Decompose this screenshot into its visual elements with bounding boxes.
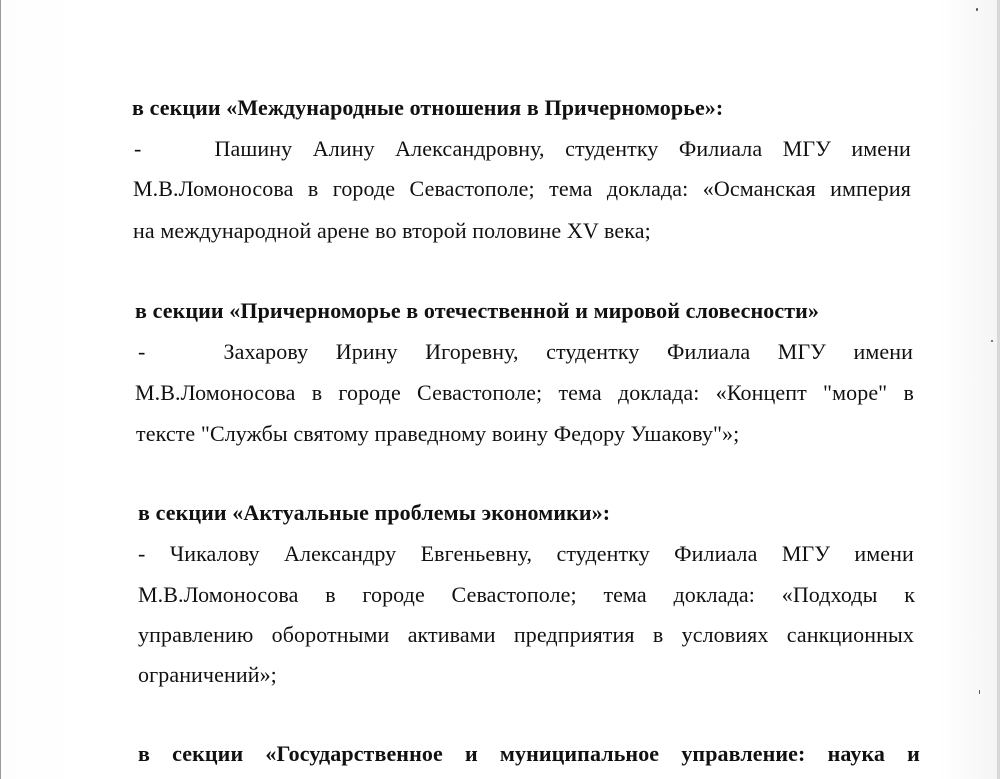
entry-line: на международной арене во второй половине XV века; — [133, 218, 651, 243]
entry-line — [138, 622, 914, 648]
word: городе — [362, 582, 425, 607]
word: в — [311, 380, 323, 405]
word: «Концепт — [715, 380, 807, 405]
word: активами — [407, 622, 496, 647]
word: доклада: — [673, 582, 755, 607]
word: в — [652, 622, 664, 647]
word: предприятия — [513, 622, 635, 647]
word: империя — [830, 176, 911, 201]
word: к — [904, 582, 915, 607]
section-heading-public-administration — [138, 741, 920, 767]
word: Пашину — [214, 136, 293, 161]
list-dash: - — [138, 541, 146, 566]
word: Евгеньевну, — [420, 541, 533, 566]
word: "море" — [823, 380, 888, 405]
section-heading-literature: в секции «Причерноморье в отечественной и мировой словесности» — [135, 298, 819, 323]
word: тема — [603, 582, 647, 607]
list-dash: - — [134, 136, 142, 161]
word: управлению — [138, 622, 254, 647]
word: муниципальное — [499, 741, 660, 766]
word: Александровну, — [395, 136, 545, 161]
word: в — [307, 176, 319, 201]
word: Филиала — [678, 136, 763, 161]
word: в — [325, 582, 336, 607]
word: тема — [558, 380, 602, 405]
word: тема — [549, 176, 593, 201]
word: «Османская — [702, 176, 816, 201]
entry-line — [135, 380, 914, 406]
scan-speck — [976, 8, 978, 11]
word: Александру — [284, 541, 397, 566]
word: городе — [332, 176, 396, 201]
word: студентку — [556, 541, 650, 566]
word: санкционных — [786, 622, 914, 647]
word: Севастополе; — [409, 176, 535, 201]
word: М.В.Ломоносова — [135, 380, 296, 405]
entry-line — [138, 339, 913, 365]
word: студентку — [565, 136, 659, 161]
section-heading-economics: в секции «Актуальные проблемы экономики»: — [138, 500, 611, 525]
scan-speck — [979, 690, 980, 694]
word: условиях — [681, 622, 769, 647]
word: М.В.Ломоносова — [138, 582, 299, 607]
word: имени — [851, 136, 911, 161]
word: доклада: — [606, 176, 689, 201]
word: «Подходы — [781, 582, 878, 607]
entry-line: ограничений»; — [138, 662, 277, 687]
word: Игоревну, — [425, 339, 519, 364]
word: МГУ — [782, 136, 831, 161]
word: студентку — [546, 339, 640, 364]
word: Филиала — [666, 339, 751, 364]
entry-line — [133, 176, 911, 202]
section-heading-international-relations: в секции «Международные отношения в Причерноморье»: — [132, 95, 724, 120]
word: в — [138, 741, 150, 766]
word: секции — [172, 741, 244, 766]
scan-speck — [991, 340, 993, 342]
word: доклада: — [618, 380, 700, 405]
entry-line — [138, 541, 914, 567]
word: М.В.Ломоносова — [133, 176, 294, 201]
word: Филиала — [674, 541, 758, 566]
entry-line: тексте "Службы святому праведному воину Федору Ушакову"»; — [136, 421, 740, 446]
word: Ирину — [335, 339, 398, 364]
word: Захарову — [223, 339, 309, 364]
word: Севастополе; — [451, 582, 577, 607]
word: МГУ — [777, 339, 826, 364]
word: и — [907, 741, 920, 766]
word: управление: — [681, 741, 806, 766]
word: Севастополе; — [417, 380, 543, 405]
word: оборотными — [271, 622, 390, 647]
word: Чикалову — [169, 541, 260, 566]
word: в — [903, 380, 914, 405]
word: наука — [827, 741, 886, 766]
word: и — [464, 741, 478, 766]
word: МГУ — [781, 541, 831, 566]
word: «Государственное — [265, 741, 443, 766]
entry-line — [138, 582, 915, 608]
word: Алину — [312, 136, 375, 161]
word: имени — [853, 339, 913, 364]
word: городе — [338, 380, 401, 405]
entry-line — [134, 136, 911, 162]
list-dash: - — [138, 339, 146, 364]
word: имени — [854, 541, 914, 566]
